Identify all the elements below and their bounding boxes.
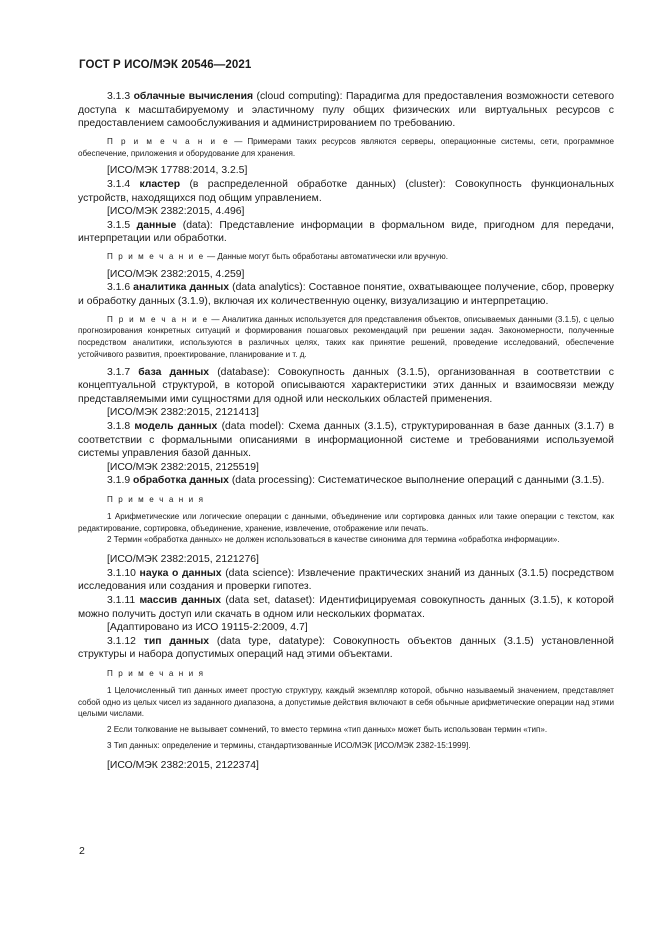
note-3-1-3: П р и м е ч а н и е — Примерами таких ресурсов являются серверы, операционные системы, сети, программное обеспечение, приложения и оборудование для хранения. <box>78 136 614 158</box>
term-title: массив данных <box>139 595 222 607</box>
ref-3-1-8: [ИСО/МЭК 2382:2015, 2125519] <box>107 461 259 473</box>
ref-3-1-3: [ИСО/МЭК 17788:2014, 3.2.5] <box>107 165 248 177</box>
term-3-1-9: 3.1.9 обработка данных (data processing): Систематическое выполнение операций с данными (3.1.5). <box>107 475 605 487</box>
note-3-1-12-2: 2 Если толкование не вызывает сомнений, то вместо термина «тип данных» может быть использован термин «тип». <box>107 725 548 735</box>
notes-heading-3-1-12: П р и м е ч а н и я <box>107 668 205 678</box>
term-3-1-7: 3.1.7 база данных (database): Совокупность данных (3.1.5), организованная в соответствии с концептуальной структурой, в которой описываются характеристики этих данных и взаимосвязи между представляемыми ими сущностями для одной или нескольких областей применения. <box>78 366 614 405</box>
term-3-1-12: 3.1.12 тип данных (data type, datatype): Совокупность объектов данных (3.1.5) установленной структуры и набора допустимых операций над этими объектами. <box>78 635 614 661</box>
ref-3-1-9: [ИСО/МЭК 2382:2015, 2121276] <box>107 554 259 566</box>
ref-3-1-11: [Адаптировано из ИСО 19115-2:2009, 4.7] <box>107 622 308 634</box>
note-3-1-6: П р и м е ч а н и е — Аналитика данных используется для представления объектов, описываемых данными (3.1.5), с целью прогнозирования конкретных ситуаций и формирования пошаговых рекомендаций при решении задач. Закономерности, полученные посредством аналитики, используются в различных целях, таких как принятие решений, проведение исследований, обеспечение устойчивого развития, проектирование, планирование и т. д. <box>78 314 614 359</box>
term-3-1-5: 3.1.5 данные (data): Представление информации в формальном виде, пригодном для передачи, интерпретации или обработки. <box>78 219 614 245</box>
term-title: модель данных <box>134 421 218 433</box>
page-number: 2 <box>79 845 85 857</box>
term-title: база данных <box>138 366 210 378</box>
page-header: ГОСТ Р ИСО/МЭК 20546—2021 <box>79 59 252 71</box>
term-title: облачные вычисления <box>133 91 254 102</box>
term-3-1-3: 3.1.3 облачные вычисления (cloud computing): Парадигма для предоставления возможности сетевого доступа к масштабируемому и эластичному пулу общих физических или виртуальных ресурсов с предоставлением самообслуживания и администрированием по требованию. <box>78 91 615 130</box>
note-3-1-9-1: 1 Арифметические или логические операции с данными, объединение или сортировка данных или такие операции с текстом, как редактирование, сортировка, объединение, хранение, извлечение, отображение или печать. <box>78 511 614 533</box>
term-3-1-11: 3.1.11 массив данных (data set, dataset): Идентифицируемая совокупность данных (3.1.5), к которой можно получить доступ или скачать в одном или нескольких форматах. <box>78 595 614 620</box>
term-title: кластер <box>139 178 181 190</box>
note-3-1-5: П р и м е ч а н и е — Данные могут быть обработаны автоматически или вручную. <box>107 251 449 261</box>
note-3-1-12-3: 3 Тип данных: определение и термины, стандартизованные ИСО/МЭК [ИСО/МЭК 2382-15:1999]. <box>107 740 471 750</box>
ref-3-1-5: [ИСО/МЭК 2382:2015, 4.259] <box>107 268 245 280</box>
term-3-1-6: 3.1.6 аналитика данных (data analytics): Составное понятие, охватывающее получение, сбор, проверку и обработку данных (3.1.9), включая их количественную оценку, визуализацию и интерпретацию. <box>78 282 614 307</box>
term-title: обработка данных <box>133 475 229 487</box>
term-3-1-4: 3.1.4 кластер (в распределенной обработке данных) (cluster): Совокупность функциональных устройств, находящихся под общим управлением. <box>78 178 615 204</box>
document-body <box>78 90 614 772</box>
note-3-1-12-1: 1 Целочисленный тип данных имеет простую структуру, каждый экземпляр которой, обычно называемый значением, представляет собой одно из целых чисел из заданного диапазона, а допустимые действия включают в себя обычные арифметические операции над этими целыми числами. <box>78 685 614 719</box>
ref-3-1-12: [ИСО/МЭК 2382:2015, 2122374] <box>107 759 259 771</box>
term-3-1-10: 3.1.10 наука о данных (data science): Извлечение практических знаний из данных (3.1.5) посредством исследования или создания и проверки гипотез. <box>78 567 614 593</box>
term-title: наука о данных <box>139 567 222 579</box>
term-title: данные <box>136 219 177 231</box>
term-title: аналитика данных <box>133 282 230 294</box>
ref-3-1-4: [ИСО/МЭК 2382:2015, 4.496] <box>107 206 245 218</box>
ref-3-1-7: [ИСО/МЭК 2382:2015, 2121413] <box>107 407 259 419</box>
note-3-1-9-2: 2 Термин «обработка данных» не должен использоваться в качестве синонима для термина «обработка информации». <box>107 535 560 545</box>
notes-heading-3-1-9: П р и м е ч а н и я <box>107 495 205 505</box>
term-3-1-8: 3.1.8 модель данных (data model): Схема данных (3.1.5), структурированная в базе данных (3.1.7) в соответствии с формальными описаниями в информационной системе и требованиями используемой системы управления базой данных. <box>78 421 614 460</box>
term-title: тип данных <box>143 635 209 647</box>
